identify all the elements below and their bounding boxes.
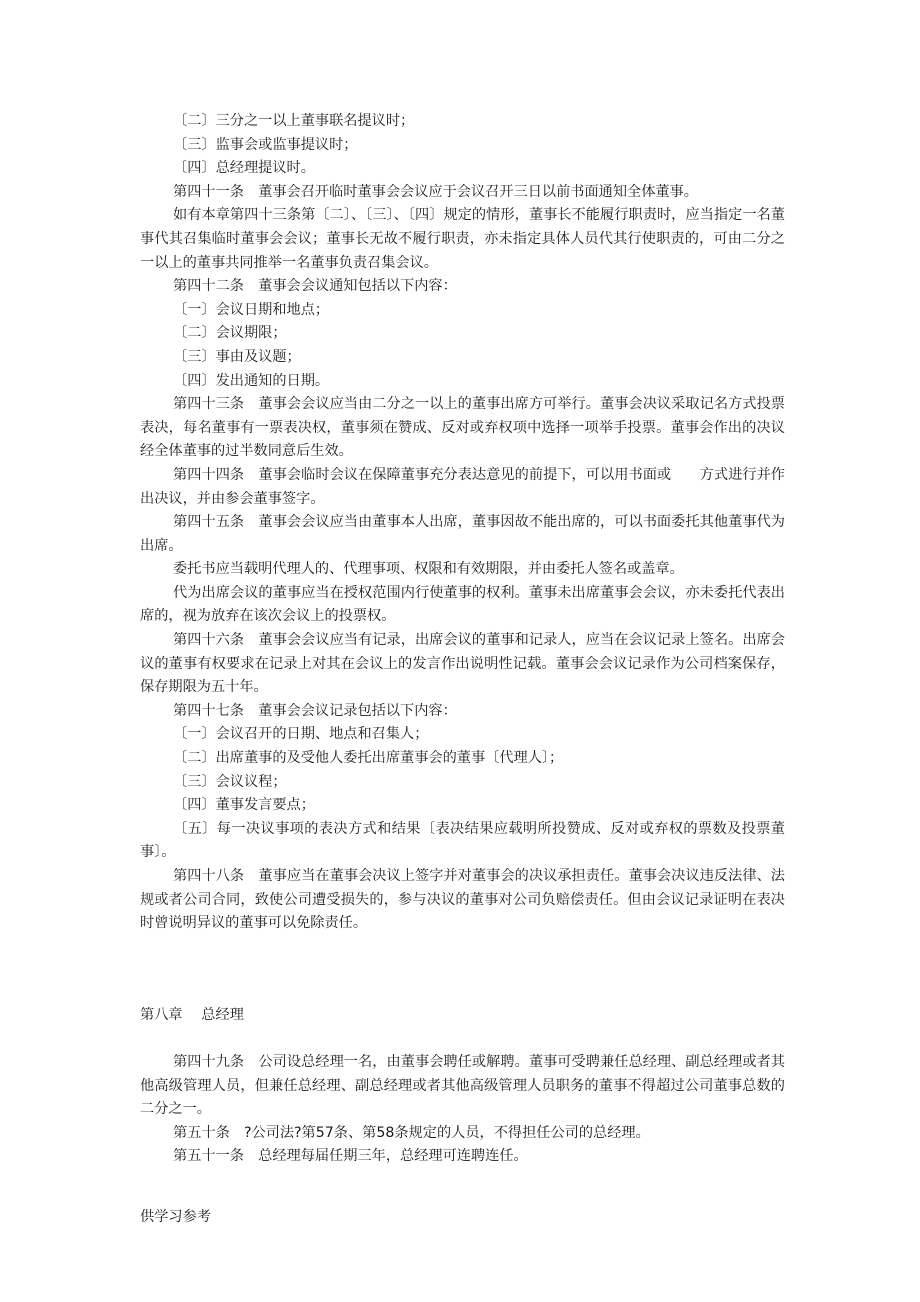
paragraph: 第四十二条 董事会会议通知包括以下内容： [173, 278, 457, 295]
paragraph: 〔二〕三分之一以上董事联名提议时； [173, 113, 415, 129]
paragraph: 代为出席会议的董事应当在授权范围内行使董事的权利。董事未出席董事会会议，亦未委托代表出席的，视为放弃在该次会议上的投票权。 [140, 584, 785, 625]
paragraph: 第四十四条 董事会临时会议在保障董事充分表达意见的前提下，可以用书面或 方式进行并作出决议，并由参会董事签字。 [140, 466, 785, 507]
paragraph: 〔二〕会议期限； [173, 325, 287, 342]
chapter-body [140, 1051, 785, 1169]
paragraph: 第四十九条 公司设总经理一名，由董事会聘任或解聘。董事可受聘兼任总经理、副总经理或者其他高级管理人员，但兼任总经理、副总经理或者其他高级管理人员职务的董事不得超过公司董事总数的二分之一。 [140, 1054, 785, 1118]
paragraph: 第五十条 ?公司法?第57条、第58条规定的人员，不得担任公司的总经理。 [173, 1124, 650, 1141]
paragraph: 〔三〕事由及议题； [173, 348, 301, 365]
chapter-title: 第八章 总经理 [140, 1007, 244, 1023]
paragraph: 第四十八条 董事应当在董事会决议上签字并对董事会的决议承担责任。董事会决议违反法律、法规或者公司合同，致使公司遭受损失的，参与决议的董事对公司负赔偿责任。但由会议记录证明在表决时曾说明异议的董事可以免除责任。 [140, 868, 785, 932]
paragraph: 〔一〕会议召开的日期、地点和召集人； [173, 726, 429, 743]
paragraph: 〔四〕董事发言要点； [173, 797, 315, 814]
paragraph: 〔二〕出席董事的及受他人委托出席董事会的董事〔代理人〕； [173, 750, 564, 767]
page-footer: 供学习参考 [140, 1209, 211, 1225]
paragraph: 〔四〕总经理提议时。 [173, 160, 315, 177]
paragraph: 委托书应当载明代理人的、代理事项、权限和有效期限，并由委托人签名或盖章。 [173, 561, 684, 578]
paragraph: 第四十七条 董事会会议记录包括以下内容： [173, 702, 457, 719]
paragraph: 〔三〕监事会或监事提议时； [173, 136, 358, 153]
paragraph: 〔三〕会议议程； [173, 773, 287, 790]
paragraph: 第四十六条 董事会会议应当有记录，出席会议的董事和记录人，应当在会议记录上签名。出席会议的董事有权要求在记录上对其在会议上的发言作出说明性记载。董事会会议记录作为公司档案保存，保存期限为五十年。 [140, 632, 785, 696]
paragraph: 第四十三条 董事会会议应当由二分之一以上的董事出席方可举行。董事会决议采取记名方式投票表决，每名董事有一票表决权，董事须在赞成、反对或弃权项中选择一项举手投票。董事会作出的决议经全体董事的过半数同意后生效。 [140, 396, 785, 460]
paragraph: 〔五〕每一决议事项的表决方式和结果〔表决结果应载明所投赞成、反对或弃权的票数及投票董事〕。 [140, 820, 785, 861]
paragraph: 第四十五条 董事会会议应当由董事本人出席，董事因故不能出席的，可以书面委托其他董事代为出席。 [140, 514, 785, 554]
document-body [140, 110, 785, 936]
paragraph: 〔一〕会议日期和地点； [173, 301, 330, 318]
paragraph: 〔四〕发出通知的日期。 [173, 372, 330, 389]
paragraph: 如有本章第四十三条第〔二〕、〔三〕、〔四〕规定的情形，董事长不能履行职责时，应当指定一名董事代其召集临时董事会会议；董事长无故不履行职责，亦未指定具体人员代其行使职责的，可由二分之一以上的董事共同推举一名董事负责召集会议。 [140, 207, 785, 271]
paragraph: 第五十一条 总经理每届任期三年，总经理可连聘连任。 [173, 1148, 528, 1165]
paragraph: 第四十一条 董事会召开临时董事会会议应于会议召开三日以前书面通知全体董事。 [173, 183, 698, 200]
